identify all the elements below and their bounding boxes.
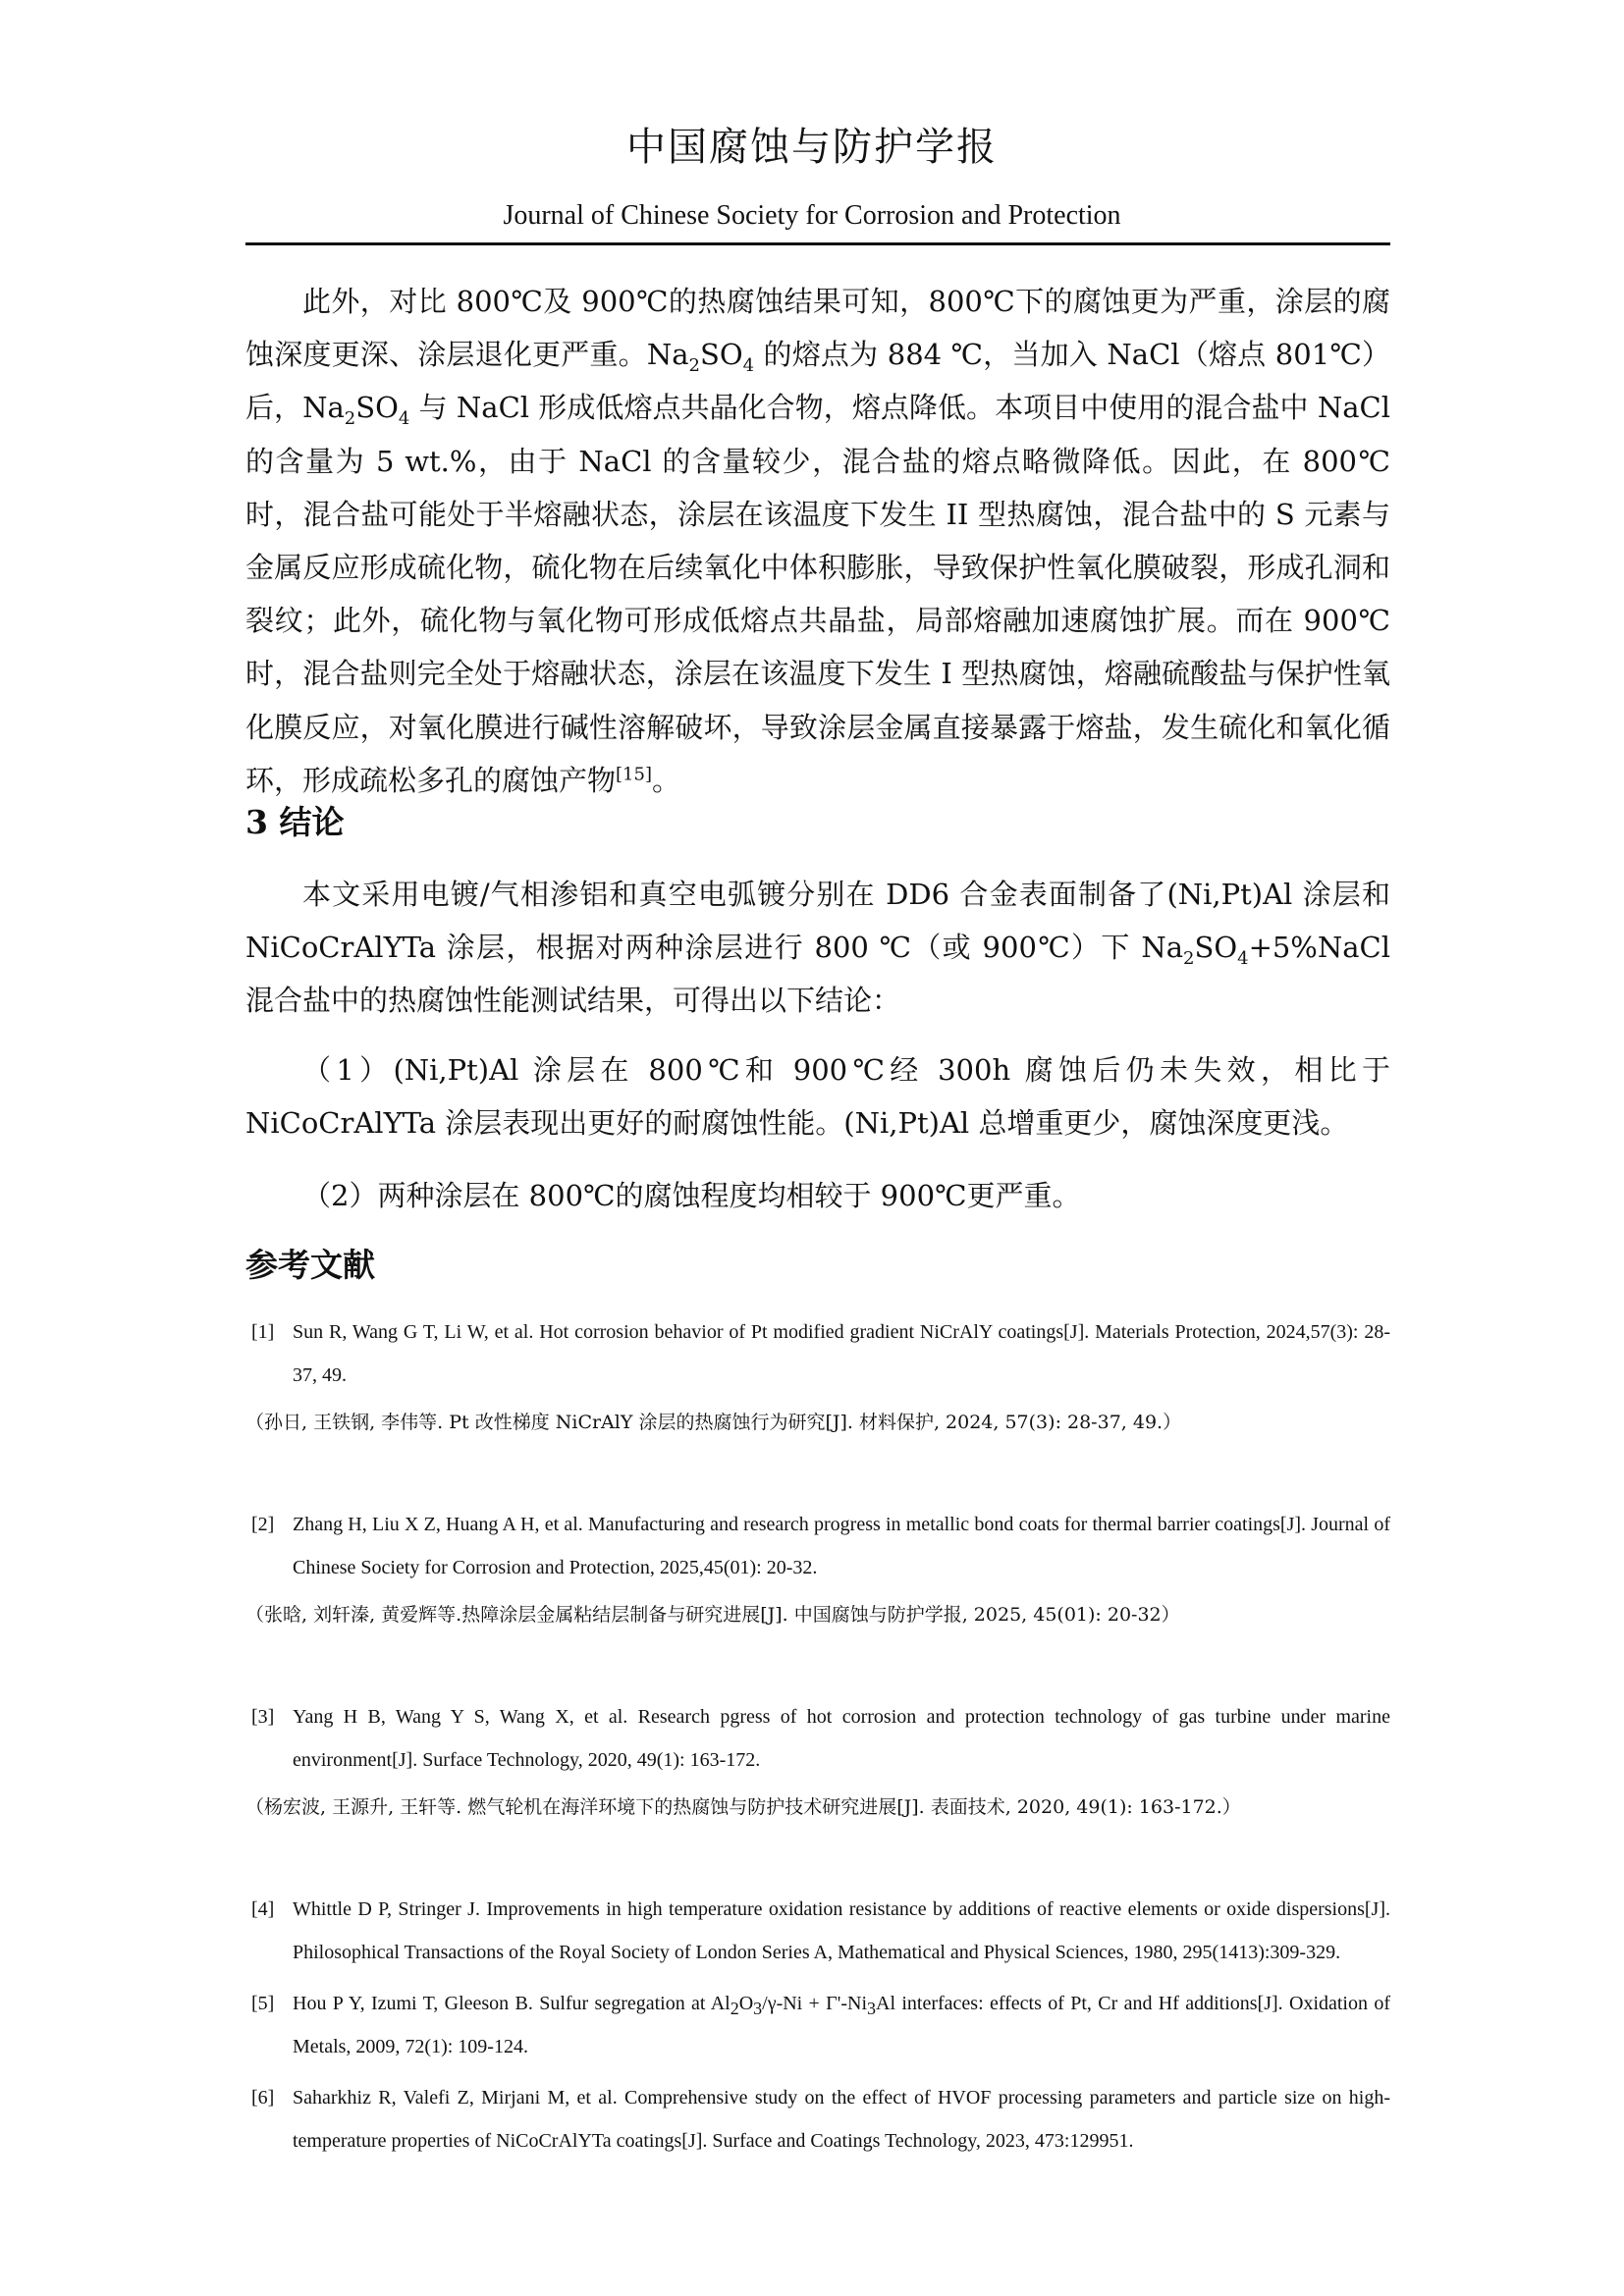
conclusion-item-2: （2）两种涂层在 800℃的腐蚀程度均相较于 900℃更严重。 (302, 1179, 1081, 1212)
reference-item: [3] Yang H B, Wang Y S, Wang X, et al. Research pgress of hot corrosion and protection technology of gas turbine under marine environment[J]. Surface Technology, 2020, 49(1): 163-172. （杨宏波, 王源升, 王轩等. 燃气轮机在海洋环境下的热腐蚀与防护技术研究进展[J]. 表面技术, 2020, 49(1): 163-172.） (245, 1706, 1395, 1818)
reference-item: [4] Whittle D P, Stringer J. Improvements in high temperature oxidation resistance by additions of reactive elements or oxide dispersions[J]. Philosophical Transactions of the Royal Society of London Series A, Mathematical and Physical Sciences, 1980, 295(1413):309-329. (251, 1898, 1395, 1963)
journal-title: 中国腐蚀与防护学报 (626, 125, 998, 170)
reference-item: [1] Sun R, Wang G T, Li W, et al. Hot corrosion behavior of Pt modified gradient NiCrAlY coatings[J]. Materials Protection, 2024,57(3): 28-37, 49. （孙日, 王铁钢, 李伟等. Pt 改性梯度 NiCrAlY 涂层的热腐蚀行为研究[J]. 材料保护, 2024, 57(3): 28-37, 49.） (245, 1321, 1390, 1433)
discussion-paragraph: 此外，对比 800℃及 900℃的热腐蚀结果可知，800℃下的腐蚀更为严重，涂层的腐蚀深度更深、涂层退化更严重。$Na_2SO_4$ 的熔点为 884 ℃，当加入 NaCl（熔点 801℃）后，$Na_2SO_4$ 与 NaCl 形成低熔点共晶化合物，熔点降低。本项目中使用的混合盐中 NaCl 的含量为 5 wt.%，由于 NaCl 的含量较少，混合盐的熔点略微降低。因此，在 800℃时，混合盐可能处于半熔融状态，涂层在该温度下发生 II 型热腐蚀，混合盐中的 S 元素与金属反应形成硫化物，硫化物在后续氧化中体积膨胀，导致保护性氧化膜破裂，形成孔洞和裂纹；此外，硫化物与氧化物可形成低熔点共晶盐，局部熔融加速腐蚀扩展。而在 900℃时，混合盐则完全处于熔融状态，涂层在该温度下发生 I 型热腐蚀，熔融硫酸盐与保护性氧化膜反应，对氧化膜进行碱性溶解破坏，导致涂层金属直接暴露于熔盐，发生硫化和氧化循环，形成疏松多孔的腐蚀产物[15]。 (245, 285, 1400, 797)
header-rule (245, 242, 1390, 245)
conclusion-paragraph: 本文采用电镀/气相渗铝和真空电弧镀分别在 DD6 合金表面制备了(Ni,Pt)Al 涂层和 NiCoCrAlYTa 涂层，根据对两种涂层进行 800 ℃（或 900℃）下 $Na_2SO_4+5\%NaCl$ 混合盐中的热腐蚀性能测试结果，可得出以下结论： (245, 878, 1400, 1018)
references-heading: 参考文献 (245, 1246, 375, 1284)
citation: [15] (616, 764, 652, 785)
conclusion-intro (245, 868, 1400, 1028)
section-heading-conclusion: 3 结论 (245, 803, 345, 841)
journal-subtitle: Journal of Chinese Society for Corrosion and Protection (503, 200, 1121, 231)
reference-list (245, 1310, 1395, 2163)
reference-item: [2] Zhang H, Liu X Z, Huang A H, et al. Manufacturing and research progress in metallic bond coats for thermal barrier coatings[J]. Journal of Chinese Society for Corrosion and Protection, 2025,45(01): 20-32. （张晗, 刘轩溱, 黄爱辉等.热障涂层金属粘结层制备与研究进展[J]. 中国腐蚀与防护学报, 2025, 45(01): 20-32） (245, 1514, 1395, 1626)
discussion-section (245, 275, 1400, 807)
conclusion-item-1: （1）(Ni,Pt)Al 涂层在 800℃和 900℃经 300h 腐蚀后仍未失效，相比于 NiCoCrAlYTa 涂层表现出更好的耐腐蚀性能。(Ni,Pt)Al 总增重更少，腐蚀深度更浅。 (245, 1053, 1400, 1141)
reference-item: [6] Saharkhiz R, Valefi Z, Mirjani M, et al. Comprehensive study on the effect of HVOF processing parameters and particle size on high-temperature properties of NiCoCrAlYTa coatings[J]. Surface and Coatings Technology, 2023, 473:129951. (251, 2087, 1390, 2152)
reference-item: [5] Hou P Y, Izumi T, Gleeson B. Sulfur segregation at $Al_2O_3/\gamma-Ni + \Gamma'-Ni_3Al$ interfaces: effects of Pt, Cr and Hf additions[J]. Oxidation of Metals, 2009, 72(1): 109-124. (251, 1993, 1395, 2057)
